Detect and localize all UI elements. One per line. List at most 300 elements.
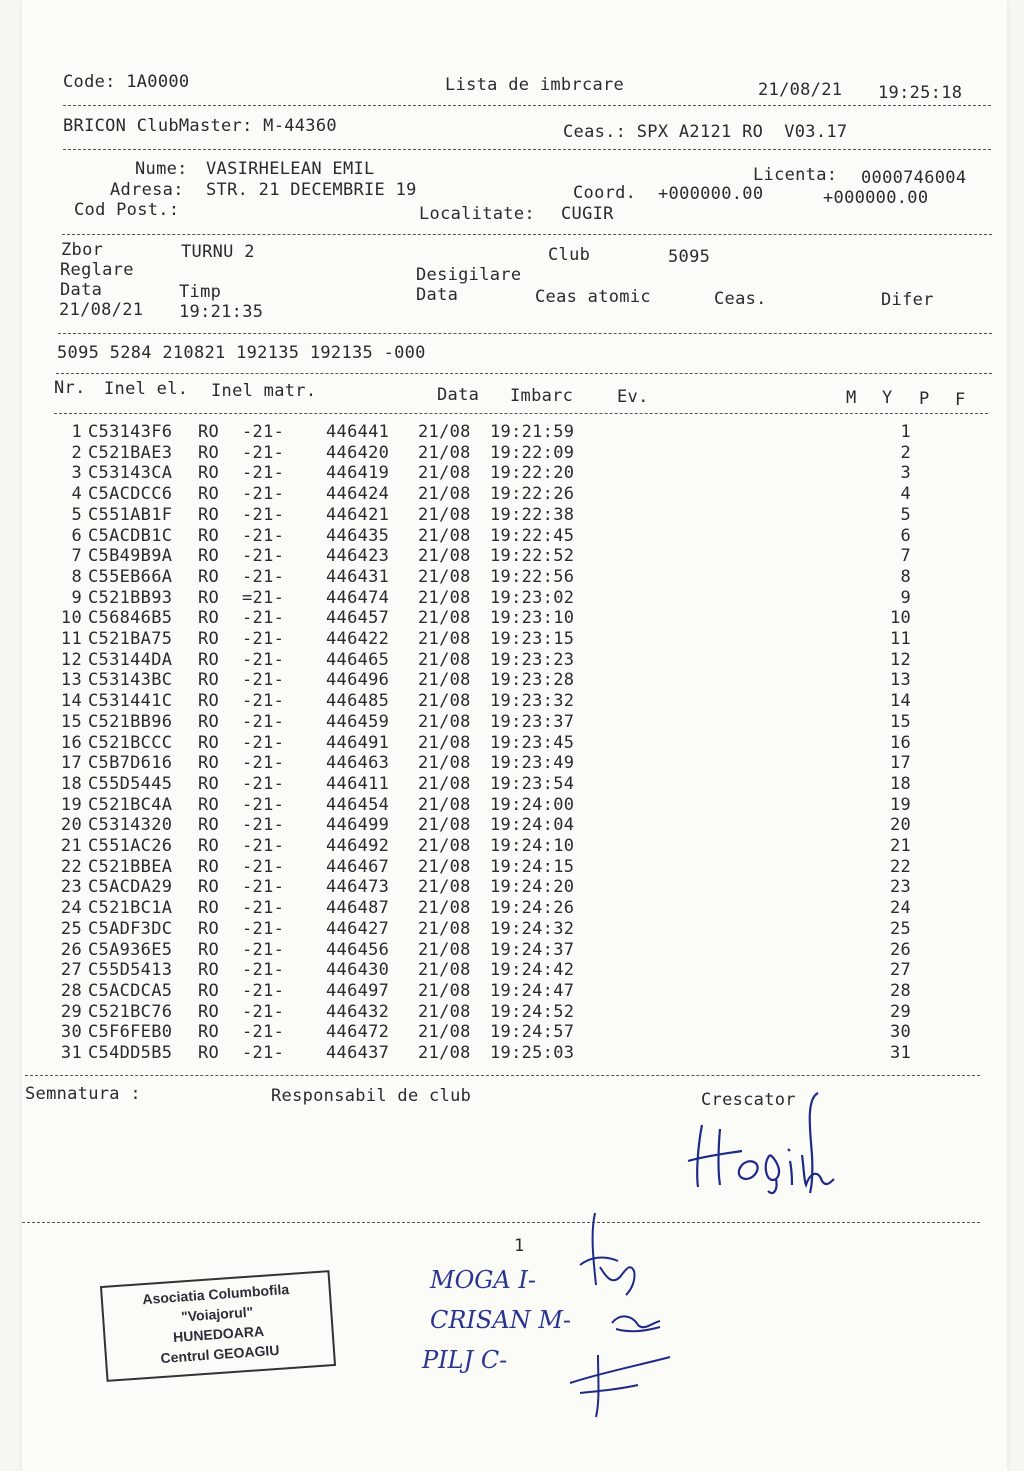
row-number: 29	[60, 1001, 82, 1022]
country-code: RO	[198, 918, 220, 939]
electronic-ring: C5ACDCA5	[88, 980, 173, 1001]
col-matr: Inel matr.	[211, 381, 317, 401]
coord-label: Coord.	[573, 183, 637, 203]
arrival-date: 21/08	[418, 1022, 471, 1043]
regulation-date: 21/08/21	[59, 300, 144, 320]
position-number: 13	[890, 670, 912, 691]
position-number: 7	[900, 546, 912, 567]
electronic-ring: C521BB96	[88, 711, 173, 732]
name-label: Nume:	[135, 159, 188, 179]
electronic-ring: C5F6FEB0	[88, 1022, 173, 1043]
row-number: 31	[60, 1043, 82, 1064]
col-ring: Inel el.	[104, 379, 189, 399]
row-number: 11	[60, 629, 82, 650]
regulation-time: 19:21:35	[179, 302, 264, 322]
electronic-ring: C55EB66A	[88, 566, 173, 587]
arrival-time: 19:22:45	[490, 525, 575, 546]
row-number: 23	[60, 877, 82, 898]
country-code: RO	[198, 566, 220, 587]
arrival-time: 19:22:56	[490, 566, 575, 587]
divider	[58, 333, 992, 334]
row-number: 16	[60, 732, 82, 753]
ring-year: -21-	[242, 422, 285, 442]
row-number: 2	[71, 442, 82, 463]
desigilare-label: Desigilare	[416, 265, 522, 285]
coord-y: +000000.00	[823, 188, 929, 208]
position-number: 14	[890, 691, 912, 712]
ring-year: -21-	[242, 856, 285, 877]
ring-serial: 446431	[326, 566, 390, 587]
position-number: 9	[900, 587, 912, 608]
arrival-time: 19:21:59	[490, 422, 575, 442]
position-number: 25	[890, 918, 912, 939]
country-code: RO	[198, 960, 220, 981]
page-number: 1	[514, 1236, 525, 1256]
row-number: 30	[60, 1022, 82, 1043]
col-m: M	[846, 388, 857, 408]
ring-year: -21-	[242, 794, 285, 815]
ring-year: -21-	[242, 1022, 285, 1043]
arrival-date: 21/08	[418, 794, 471, 815]
country-code: RO	[198, 608, 220, 629]
electronic-ring: C521BC1A	[88, 898, 173, 919]
table-row	[48, 877, 911, 898]
code-label: Code: 1A0000	[63, 72, 190, 92]
arrival-date: 21/08	[418, 939, 471, 960]
electronic-ring: C521BC4A	[88, 794, 173, 815]
arrival-date: 21/08	[418, 960, 471, 981]
ring-serial: 446424	[326, 484, 390, 505]
row-number: 24	[60, 898, 82, 919]
arrival-time: 19:24:47	[490, 980, 575, 1001]
row-number: 20	[60, 815, 82, 836]
country-code: RO	[198, 422, 220, 442]
table-row	[48, 1002, 911, 1023]
ring-year: -21-	[242, 918, 285, 939]
arrival-time: 19:24:32	[490, 918, 575, 939]
ring-year: -21-	[242, 484, 285, 505]
time-label: Timp	[179, 282, 222, 302]
arrival-date: 21/08	[418, 566, 471, 587]
ring-year: -21-	[242, 877, 285, 898]
position-number: 12	[890, 649, 912, 670]
arrival-time: 19:24:42	[490, 960, 575, 981]
country-code: RO	[198, 1043, 220, 1064]
arrival-time: 19:23:23	[490, 649, 575, 670]
arrival-date: 21/08	[418, 1001, 471, 1022]
arrival-time: 19:22:09	[490, 442, 575, 463]
arrival-time: 19:23:32	[490, 691, 575, 712]
position-number: 2	[900, 442, 912, 463]
ring-year: -21-	[242, 566, 285, 587]
arrival-date: 21/08	[418, 980, 471, 1001]
country-code: RO	[198, 504, 220, 525]
country-code: RO	[198, 670, 220, 691]
table-row	[48, 795, 911, 816]
electronic-ring: C521BC76	[88, 1001, 173, 1022]
position-number: 15	[890, 711, 912, 732]
electronic-ring: C54DD5B5	[88, 1043, 173, 1064]
ring-serial: 446435	[326, 525, 390, 546]
country-code: RO	[198, 939, 220, 960]
electronic-ring: C5ACDCC6	[88, 484, 173, 505]
electronic-ring: C53143CA	[88, 463, 173, 484]
arrival-date: 21/08	[418, 670, 471, 691]
electronic-ring: C5A936E5	[88, 939, 173, 960]
electronic-ring: C55D5413	[88, 960, 173, 981]
electronic-ring: C521BB93	[88, 587, 173, 608]
divider	[54, 413, 988, 414]
ring-year: -21-	[242, 442, 285, 463]
table-row	[48, 422, 911, 443]
position-number: 30	[890, 1022, 912, 1043]
country-code: RO	[198, 525, 220, 546]
arrival-time: 19:23:10	[490, 608, 575, 629]
table-row	[48, 815, 911, 836]
stamp-line: HUNEDOARA	[172, 1322, 265, 1346]
country-code: RO	[198, 877, 220, 898]
row-number: 6	[71, 525, 82, 546]
ring-year: -21-	[242, 1001, 285, 1022]
ring-serial: 446491	[326, 732, 390, 753]
arrival-time: 19:22:38	[490, 504, 575, 525]
table-row	[48, 670, 911, 691]
arrival-date: 21/08	[418, 442, 471, 463]
electronic-ring: C5B49B9A	[88, 546, 173, 567]
electronic-ring: C521BCCC	[88, 732, 173, 753]
electronic-ring: C551AB1F	[88, 504, 173, 525]
coord-x: +000000.00	[658, 184, 764, 204]
table-row	[48, 629, 911, 650]
ring-serial: 446454	[326, 794, 390, 815]
ring-serial: 446485	[326, 691, 390, 712]
position-number: 11	[890, 629, 912, 650]
table-row	[48, 981, 911, 1002]
address-label: Adresa:	[110, 180, 184, 200]
ring-year: -21-	[242, 546, 285, 567]
ring-serial: 446422	[326, 629, 390, 650]
divider	[56, 373, 992, 374]
ring-year: -21-	[242, 691, 285, 712]
reglare-label: Reglare	[60, 260, 134, 280]
electronic-ring: C5B7D616	[88, 753, 173, 774]
table-row	[48, 567, 911, 588]
divider	[63, 149, 991, 150]
ring-year: -21-	[242, 732, 285, 753]
table-row	[48, 712, 911, 733]
table-row	[48, 505, 911, 526]
owner-address: STR. 21 DECEMBRIE 19	[206, 180, 417, 200]
country-code: RO	[198, 587, 220, 608]
arrival-date: 21/08	[418, 525, 471, 546]
clock-label: Ceas.	[714, 289, 767, 309]
arrival-time: 19:24:20	[490, 877, 575, 898]
stamp-line: "Voiajorul"	[180, 1303, 254, 1325]
arrival-time: 19:24:52	[490, 1001, 575, 1022]
col-p: P	[919, 389, 930, 409]
col-imbarc: Imbarc	[510, 386, 574, 406]
ring-year: -21-	[242, 815, 285, 836]
arrival-date: 21/08	[418, 691, 471, 712]
country-code: RO	[198, 815, 220, 836]
club-stamp	[100, 1270, 336, 1382]
divider	[22, 1222, 980, 1223]
electronic-ring: C55D5445	[88, 773, 173, 794]
arrival-time: 19:24:00	[490, 794, 575, 815]
arrival-time: 19:24:10	[490, 836, 575, 857]
arrival-time: 19:24:57	[490, 1022, 575, 1043]
arrival-date: 21/08	[418, 463, 471, 484]
country-code: RO	[198, 1001, 220, 1022]
owner-name: VASIRHELEAN EMIL	[206, 159, 375, 179]
unseal-date-label: Data	[416, 285, 459, 305]
arrival-time: 19:23:15	[490, 629, 575, 650]
ring-serial: 446487	[326, 898, 390, 919]
position-number: 26	[890, 939, 912, 960]
arrival-date: 21/08	[418, 608, 471, 629]
ring-year: -21-	[242, 773, 285, 794]
breeder-signature	[680, 1085, 860, 1200]
position-number: 1	[900, 422, 912, 442]
divider	[25, 1075, 980, 1076]
arrival-date: 21/08	[418, 649, 471, 670]
ring-year: =21-	[242, 587, 285, 608]
stamp-line: Centrul GEOAGIU	[160, 1341, 280, 1367]
position-number: 17	[890, 753, 912, 774]
row-number: 13	[60, 670, 82, 691]
row-number: 27	[60, 960, 82, 981]
row-number: 12	[60, 649, 82, 670]
arrival-date: 21/08	[418, 753, 471, 774]
table-row	[48, 443, 911, 464]
table-row	[48, 940, 911, 961]
arrival-date: 21/08	[418, 856, 471, 877]
ring-serial: 446492	[326, 836, 390, 857]
table-row	[48, 836, 911, 857]
row-number: 15	[60, 711, 82, 732]
table-row	[48, 691, 911, 712]
ring-serial: 446496	[326, 670, 390, 691]
arrival-time: 19:22:52	[490, 546, 575, 567]
country-code: RO	[198, 753, 220, 774]
ring-year: -21-	[242, 608, 285, 629]
arrival-time: 19:24:37	[490, 939, 575, 960]
arrival-date: 21/08	[418, 546, 471, 567]
ring-serial: 446437	[326, 1043, 390, 1064]
entries-table	[48, 422, 911, 1064]
ring-year: -21-	[242, 1043, 285, 1064]
flight-name: TURNU 2	[181, 242, 255, 262]
ring-serial: 446430	[326, 960, 390, 981]
table-row	[48, 960, 911, 981]
arrival-date: 21/08	[418, 732, 471, 753]
row-number: 18	[60, 773, 82, 794]
ring-serial: 446420	[326, 442, 390, 463]
electronic-ring: C53143F6	[88, 422, 173, 442]
license-label: Licenta:	[753, 165, 838, 185]
row-number: 3	[71, 463, 82, 484]
position-number: 28	[890, 980, 912, 1001]
ring-serial: 446474	[326, 587, 390, 608]
row-number: 28	[60, 980, 82, 1001]
owner-city: CUGIR	[561, 204, 614, 224]
col-f: F	[955, 390, 966, 410]
table-row	[48, 898, 911, 919]
row-number: 25	[60, 918, 82, 939]
arrival-date: 21/08	[418, 484, 471, 505]
position-number: 4	[900, 484, 912, 505]
ring-serial: 446472	[326, 1022, 390, 1043]
ring-year: -21-	[242, 649, 285, 670]
ring-year: -21-	[242, 980, 285, 1001]
country-code: RO	[198, 773, 220, 794]
electronic-ring: C521BBEA	[88, 856, 173, 877]
position-number: 3	[900, 463, 912, 484]
country-code: RO	[198, 732, 220, 753]
date-label: Data	[60, 280, 103, 300]
table-row	[48, 546, 911, 567]
position-number: 31	[890, 1043, 912, 1064]
row-number: 8	[71, 566, 82, 587]
arrival-time: 19:22:20	[490, 463, 575, 484]
row-number: 7	[71, 546, 82, 567]
position-number: 27	[890, 960, 912, 981]
country-code: RO	[198, 484, 220, 505]
row-number: 26	[60, 939, 82, 960]
table-row	[48, 608, 911, 629]
country-code: RO	[198, 711, 220, 732]
ring-serial: 446427	[326, 918, 390, 939]
table-row	[48, 588, 911, 609]
electronic-ring: C5ACDA29	[88, 877, 173, 898]
position-number: 5	[900, 504, 912, 525]
position-number: 24	[890, 898, 912, 919]
country-code: RO	[198, 980, 220, 1001]
ring-serial: 446473	[326, 877, 390, 898]
country-code: RO	[198, 649, 220, 670]
license-number: 0000746004	[861, 168, 967, 188]
arrival-time: 19:23:37	[490, 711, 575, 732]
position-number: 22	[890, 856, 912, 877]
ring-serial: 446421	[326, 504, 390, 525]
electronic-ring: C53144DA	[88, 649, 173, 670]
ring-year: -21-	[242, 960, 285, 981]
arrival-date: 21/08	[418, 877, 471, 898]
col-ev: Ev.	[617, 387, 649, 407]
electronic-ring: C5314320	[88, 815, 173, 836]
flight-label: Zbor	[61, 240, 104, 260]
arrival-date: 21/08	[418, 815, 471, 836]
ring-serial: 446465	[326, 649, 390, 670]
table-row	[48, 919, 911, 940]
country-code: RO	[198, 898, 220, 919]
table-row	[48, 733, 911, 754]
row-number: 4	[71, 484, 82, 505]
electronic-ring: C531441C	[88, 691, 173, 712]
clock-code-line: 5095 5284 210821 192135 192135 -000	[57, 343, 426, 363]
electronic-ring: C5ACDB1C	[88, 525, 173, 546]
position-number: 29	[890, 1001, 912, 1022]
row-number: 10	[60, 608, 82, 629]
arrival-time: 19:22:26	[490, 484, 575, 505]
city-label: Localitate:	[419, 204, 535, 224]
table-row	[48, 1022, 911, 1043]
ring-year: -21-	[242, 939, 285, 960]
country-code: RO	[198, 856, 220, 877]
arrival-time: 19:23:02	[490, 587, 575, 608]
arrival-time: 19:23:28	[490, 670, 575, 691]
position-number: 10	[890, 608, 912, 629]
divider	[62, 234, 992, 235]
ring-year: -21-	[242, 753, 285, 774]
breeder-label: Crescator	[701, 1090, 796, 1110]
signature-label: Semnatura :	[25, 1084, 141, 1104]
ring-serial: 446411	[326, 773, 390, 794]
country-code: RO	[198, 546, 220, 567]
ring-serial: 446441	[326, 422, 390, 442]
ring-year: -21-	[242, 525, 285, 546]
country-code: RO	[198, 463, 220, 484]
arrival-time: 19:24:15	[490, 856, 575, 877]
stamp-line: Asociatia Columbofila	[141, 1280, 290, 1308]
table-row	[48, 857, 911, 878]
arrival-date: 21/08	[418, 629, 471, 650]
row-number: 22	[60, 856, 82, 877]
ring-year: -21-	[242, 898, 285, 919]
ring-serial: 446497	[326, 980, 390, 1001]
atomic-clock-label: Ceas atomic	[535, 287, 651, 307]
ring-serial: 446457	[326, 608, 390, 629]
ring-year: -21-	[242, 836, 285, 857]
club-number: 5095	[668, 247, 711, 267]
divider	[63, 105, 991, 106]
table-row	[48, 1043, 911, 1064]
arrival-date: 21/08	[418, 504, 471, 525]
postal-code-label: Cod Post.:	[74, 200, 180, 220]
handwritten-name: MOGA I-	[430, 1266, 536, 1294]
ring-year: -21-	[242, 629, 285, 650]
arrival-date: 21/08	[418, 836, 471, 857]
witness-signatures	[560, 1205, 680, 1425]
ring-serial: 446499	[326, 815, 390, 836]
table-row	[48, 753, 911, 774]
position-number: 21	[890, 836, 912, 857]
row-number: 19	[60, 794, 82, 815]
handwritten-name: PILJ C-	[422, 1346, 508, 1374]
electronic-ring: C53143BC	[88, 670, 173, 691]
position-number: 20	[890, 815, 912, 836]
system-name: BRICON ClubMaster: M-44360	[63, 116, 337, 136]
club-responsible-label: Responsabil de club	[271, 1086, 472, 1106]
arrival-date: 21/08	[418, 711, 471, 732]
table-row	[48, 463, 911, 484]
print-time: 19:25:18	[878, 83, 963, 103]
ring-serial: 446419	[326, 463, 390, 484]
electronic-ring: C551AC26	[88, 836, 173, 857]
ring-serial: 446467	[326, 856, 390, 877]
row-number: 14	[60, 691, 82, 712]
country-code: RO	[198, 836, 220, 857]
position-number: 23	[890, 877, 912, 898]
country-code: RO	[198, 691, 220, 712]
handwritten-name: CRISAN M-	[430, 1306, 571, 1334]
arrival-time: 19:25:03	[490, 1043, 575, 1064]
row-number: 9	[71, 587, 82, 608]
position-number: 8	[900, 566, 912, 587]
electronic-ring: C5ADF3DC	[88, 918, 173, 939]
ring-year: -21-	[242, 670, 285, 691]
print-date: 21/08/21	[758, 80, 843, 100]
